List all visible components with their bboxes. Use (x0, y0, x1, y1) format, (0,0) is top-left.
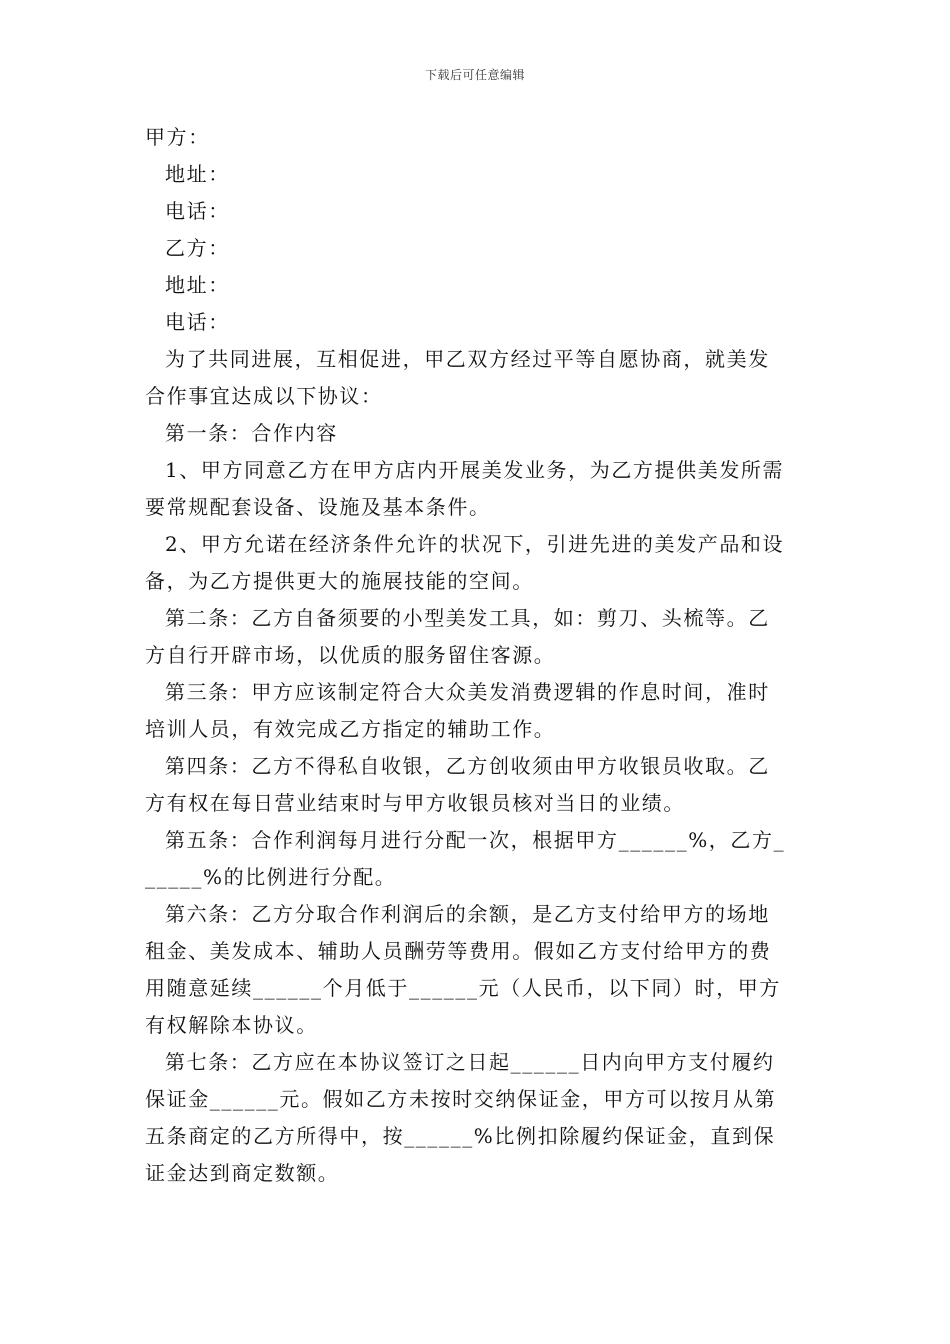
text-line: 地址： (165, 273, 230, 297)
text-line: 2、甲方允诺在经济条件允许的状况下，引进先进的美发产品和设 (165, 532, 785, 556)
text-line: 为了共同进展，互相促进，甲乙双方经过平等自愿协商，就美发 (165, 347, 770, 371)
page-header-note: 下载后可任意编辑 (424, 68, 525, 82)
text-line: 电话： (165, 199, 230, 223)
text-line: 证金达到商定数额。 (145, 1161, 340, 1185)
text-line: 第五条：合作利润每月进行分配一次，根据甲方______%，乙方_ (165, 828, 786, 852)
text-line: 第六条：乙方分取合作利润后的余额，是乙方支付给甲方的场地 (165, 902, 770, 926)
text-line: 甲方： (145, 125, 210, 149)
text-line: 电话： (165, 310, 230, 334)
text-line: 租金、美发成本、辅助人员酬劳等费用。假如乙方支付给甲方的费 (145, 939, 772, 963)
text-line: 合作事宜达成以下协议： (145, 384, 383, 408)
text-line: 有权解除本协议。 (145, 1013, 318, 1037)
text-line: 地址： (165, 162, 230, 186)
text-line: 用随意延续______个月低于______元（人民币，以下同）时，甲方 (145, 976, 781, 1000)
text-line: 方有权在每日营业结束时与甲方收银员核对当日的业绩。 (145, 791, 685, 815)
text-line: _____%的比例进行分配。 (145, 865, 397, 889)
text-line: 方自行开辟市场，以优质的服务留住客源。 (145, 643, 556, 667)
text-line: 1、甲方同意乙方在甲方店内开展美发业务，为乙方提供美发所需 (165, 458, 785, 482)
text-line: 第一条：合作内容 (165, 421, 338, 445)
document-body (145, 119, 810, 1192)
text-line: 五条商定的乙方所得中，按______%比例扣除履约保证金，直到保 (145, 1124, 776, 1148)
text-line: 乙方： (165, 236, 230, 260)
text-line: 培训人员，有效完成乙方指定的辅助工作。 (145, 717, 556, 741)
text-line: 第七条：乙方应在本协议签订之日起______日内向甲方支付履约 (165, 1050, 775, 1074)
text-line: 要常规配套设备、设施及基本条件。 (145, 495, 491, 519)
text-line: 第三条：甲方应该制定符合大众美发消费逻辑的作息时间，准时 (165, 680, 770, 704)
text-line: 第四条：乙方不得私自收银，乙方创收须由甲方收银员收取。乙 (165, 754, 770, 778)
text-line: 第二条：乙方自备须要的小型美发工具，如：剪刀、头梳等。乙 (165, 606, 770, 630)
text-line: 备，为乙方提供更大的施展技能的空间。 (145, 569, 534, 593)
text-line: 保证金______元。假如乙方未按时交纳保证金，甲方可以按月从第 (145, 1087, 777, 1111)
